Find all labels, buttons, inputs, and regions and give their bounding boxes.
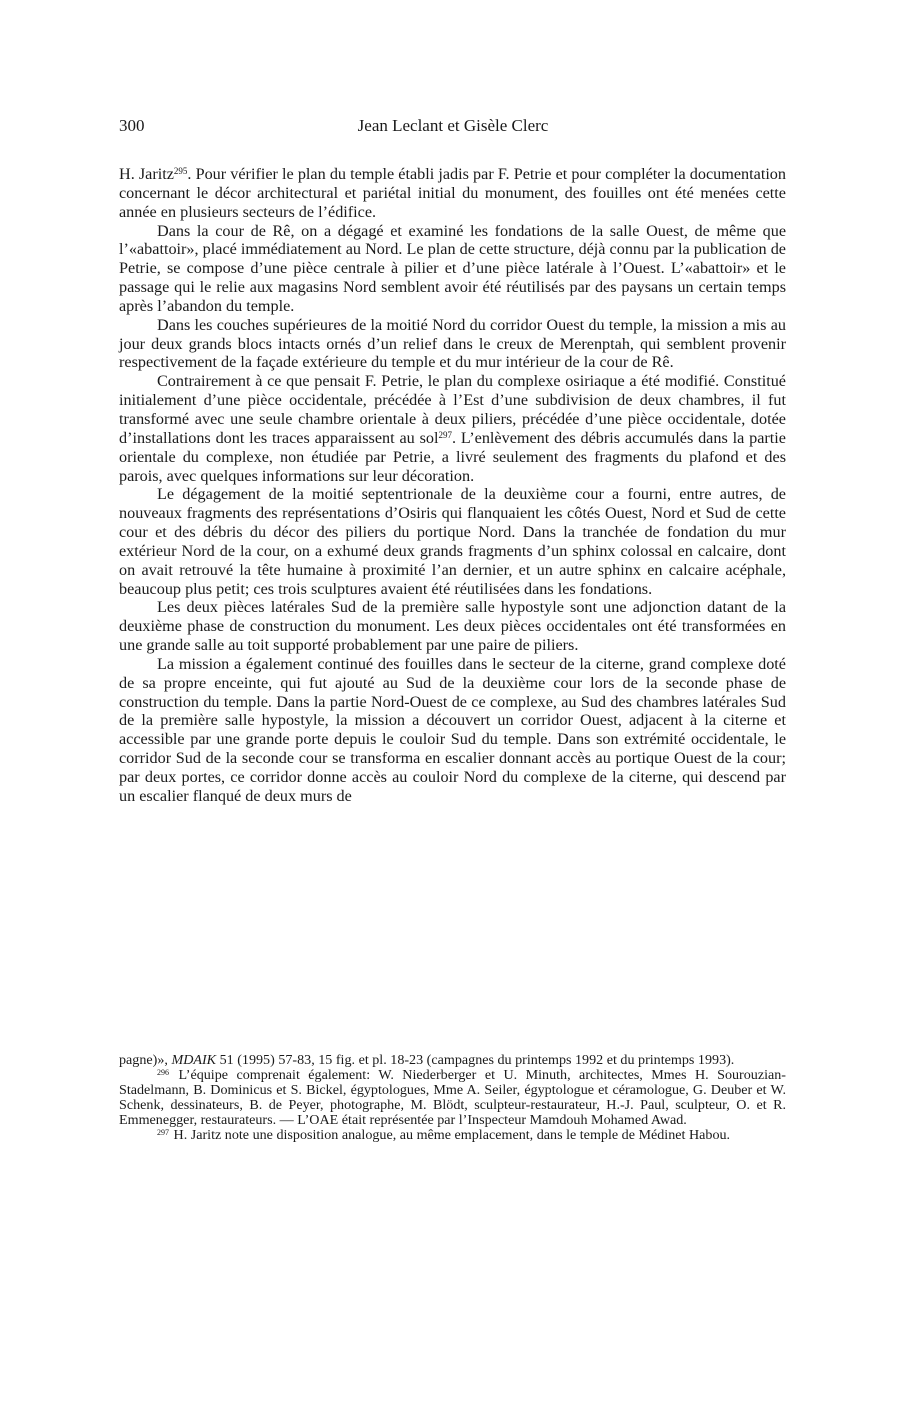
paragraph-4-rest: . L’enlèvement des débris accumulés dans la partie orientale du complexe, non étudiée par Petrie, a livré seulement des fragments du plafond et des parois, avec quelques informations sur leur décoration. (119, 428, 786, 485)
paragraph-1 (119, 165, 786, 222)
paragraph-7: La mission a également continué des fouilles dans le secteur de la citerne, grand complexe doté de sa propre enceinte, qui fut ajouté au Sud de la deuxième cour lors de la seconde phase de construction du temple. Dans la partie Nord-Ouest de ce complexe, au Sud des chambres latérales Sud de la première salle hypostyle, la mission a découvert un corridor Ouest, adjacent à la citerne et accessible par une grande porte depuis le couloir Sud du temple. Dans son extrémité occidentale, le corridor Sud de la seconde cour se transforma en escalier donnant accès au portique Ouest de la cour; par deux portes, ce corridor donne accès au couloir Nord du complexe de la citerne, qui descend par un escalier flanqué de deux murs de (119, 654, 786, 805)
main-text (119, 165, 786, 806)
footnote-ref-295[interactable]: 295 (173, 166, 188, 176)
paragraph-3: Dans les couches supérieures de la moitié Nord du corridor Ouest du temple, la mission a mis au jour deux grands blocs intacts ornés d’un relief dans le creux de Merenptah, qui semblent provenir respectivement de la façade extérieure du temple et du mur intérieur de la cour de Rê. (119, 315, 786, 372)
paragraph-1-start: H. Jaritz (119, 165, 174, 183)
page-header (119, 116, 787, 138)
paragraph-4 (119, 372, 786, 485)
paragraph-4-start: Contrairement à ce que pensait F. Petrie, le plan du complexe osiriaque a été modifié. Constitué initialement d’une pièce occidentale, précédée à l’Est d’une subdivision de deux chambres, il fut transformé avec une seule chambre orientale à deux piliers, précédée d’une pièce occidentale, dotée d’installations dont les traces apparaissent au sol (119, 372, 786, 447)
footnote-297 (119, 1128, 786, 1143)
footnote-ref-297[interactable]: 297 (438, 429, 452, 440)
footnote-continuation (119, 1053, 786, 1068)
footnote-296-mark: 296 (157, 1067, 169, 1077)
page-number: 300 (119, 116, 145, 135)
paragraph-2: Dans la cour de Rê, on a dégagé et examiné les fondations de la salle Ouest, de même que l’«abattoir», placé immédiatement au Nord. Le plan de cette structure, déjà connu par la publication de Petrie, se compose d’une pièce centrale à pilier et d’une pièce latérale à l’Ouest. L’«abattoir» et le passage qui le relie aux magasins Nord semblent avoir été réutilisés par des paysans un certain temps après l’abandon du temple. (119, 221, 786, 315)
footnote-296-text: L’équipe comprenait également: W. Niederberger et U. Minuth, architectes, Mmes H. Sourouzian-Stadelmann, B. Dominicus et S. Bickel, égyptologues, Mme A. Seiler, égyptologue et céramologue, G. Deuber et W. Schenk, dessinateurs, B. de Peyer, photographe, M. Blödt, sculpteur-restaurateur, H.-J. Paul, sculpteur, O. et R. Emmenegger, restaurateurs. — L’OAE était représentée par l’Inspecteur Mamdouh Mohamed Awad. (119, 1066, 786, 1128)
paragraph-1-rest: . Pour vérifier le plan du temple établi jadis par F. Petrie et pour compléter la documentation concernant le décor architectural et pariétal initial du monument, des fouilles ont été menées cette année en plusieurs secteurs de l’édifice. (119, 165, 786, 221)
journal-title: MDAIK (171, 1052, 217, 1068)
paragraph-6: Les deux pièces latérales Sud de la première salle hypostyle sont une adjonction datant de la deuxième phase de construction du monument. Les deux pièces occidentales ont été transformées en une grande salle au toit supporté probablement par une paire de piliers. (119, 598, 786, 655)
footnote-297-text: H. Jaritz note une disposition analogue, au même emplacement, dans le temple de Médinet Habou. (170, 1126, 731, 1143)
footnote-continuation-start: pagne)», (119, 1052, 172, 1068)
paragraph-5: Le dégagement de la moitié septentrionale de la deuxième cour a fourni, entre autres, de nouveaux fragments des représentations d’Osiris qui flanquaient les côtés Ouest, Nord et Sud de cette cour et des débris du décor des piliers du portique Nord. Dans la tranchée de fondation du mur extérieur Nord de la cour, on a exhumé deux grands fragments d’un sphinx colossal en calcaire, dont on avait retrouvé la tête humaine à proximité l’an dernier, et un autre sphinx en calcaire acéphale, beaucoup plus petit; ces trois sculptures avaient été réutilisées dans les fondations. (119, 485, 786, 598)
footnote-296 (119, 1068, 786, 1128)
footnote-297-mark: 297 (157, 1127, 169, 1137)
footnote-continuation-rest: 51 (1995) 57-83, 15 fig. et pl. 18-23 (campagnes du printemps 1992 et du printemps 1993). (216, 1052, 735, 1068)
footnotes (119, 1053, 786, 1142)
running-head: Jean Leclant et Gisèle Clerc (357, 116, 549, 135)
